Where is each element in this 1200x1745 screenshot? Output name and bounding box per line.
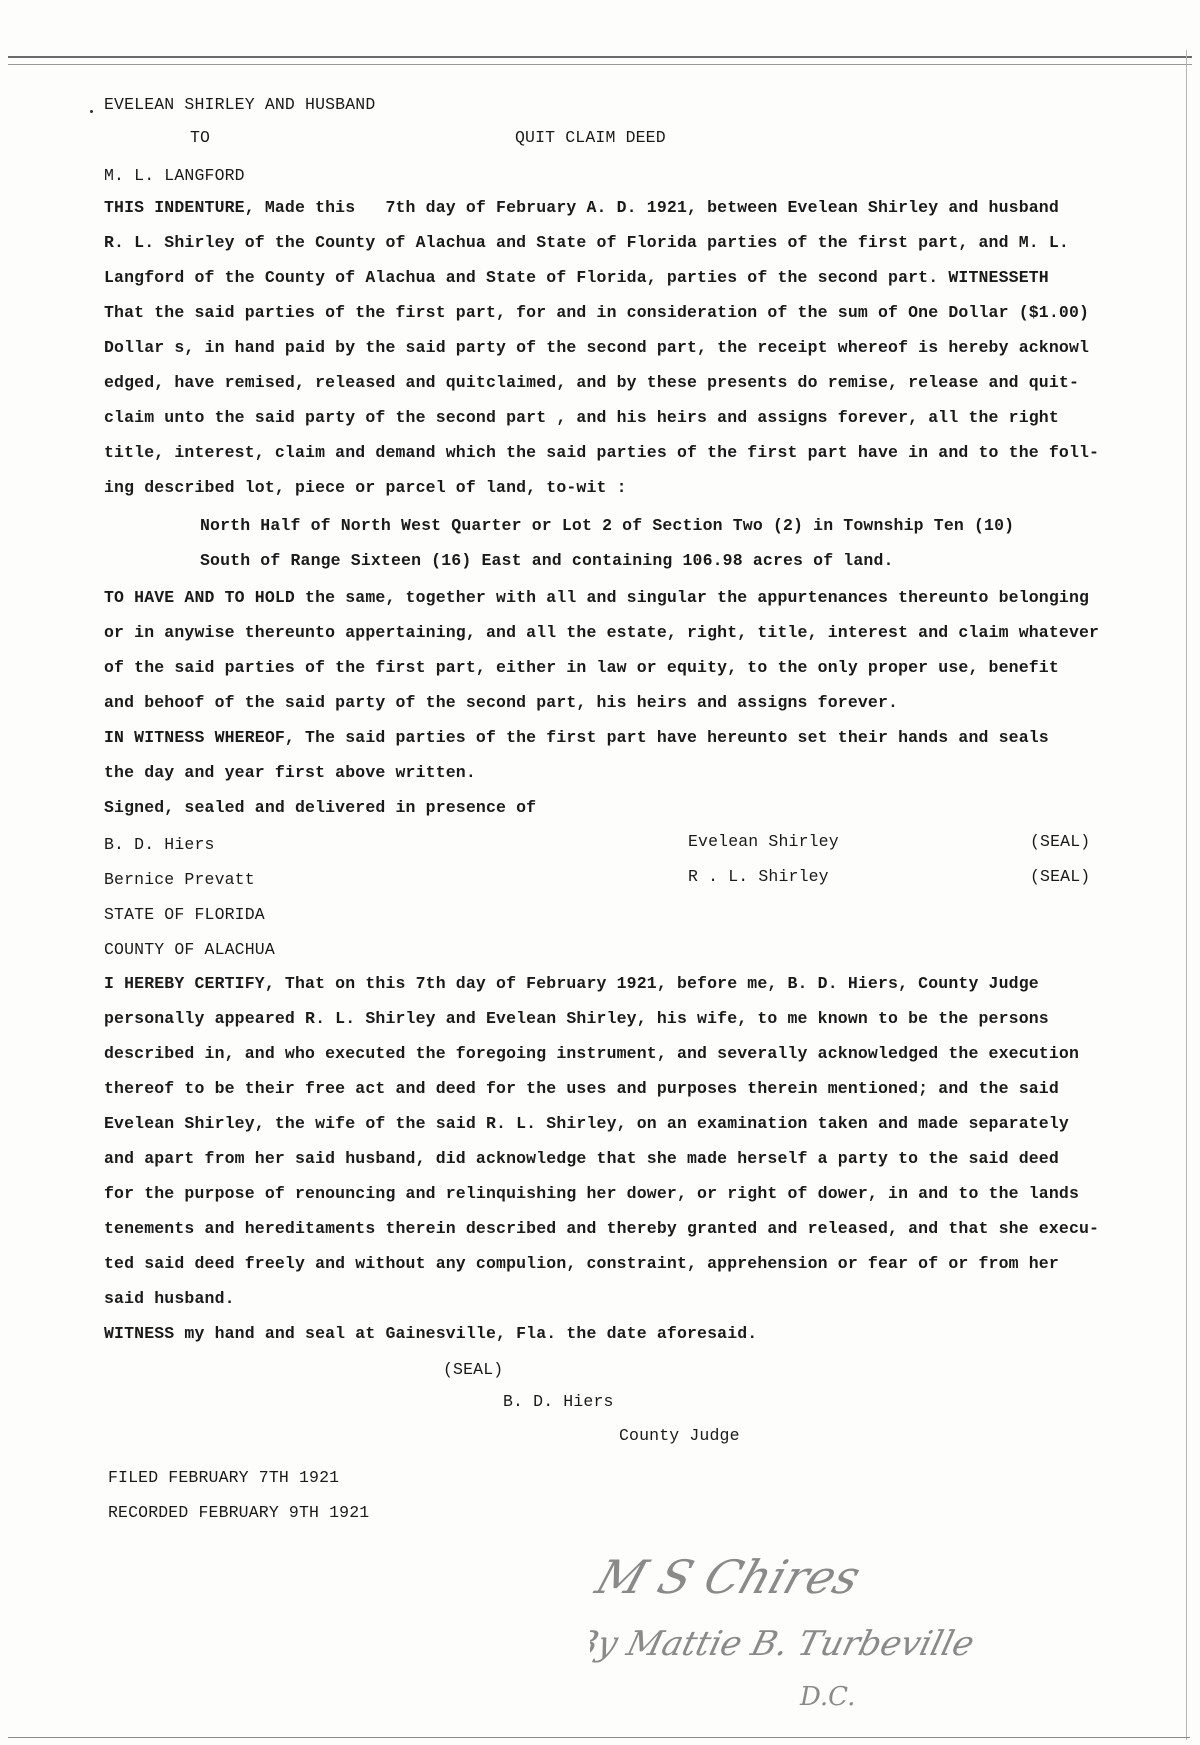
document-title: QUIT CLAIM DEED [515,128,666,147]
testimonium-line: IN WITNESS WHEREOF, The said parties of the first part have hereunto set their hands and seals [104,728,1049,747]
grantor-signature: R . L. Shirley [688,867,829,886]
to-word: TO [190,128,211,147]
judge-title: County Judge [619,1426,740,1445]
signature-line: D.C. [800,1682,856,1712]
signature-line: M S Chires [590,1551,867,1605]
party-to: M. L. LANGFORD [104,166,245,185]
certificate-line: WITNESS my hand and seal at Gainesville, Fla. the date aforesaid. [104,1324,758,1343]
body-line: title, interest, claim and demand which the said parties of the first part have in and to the foll- [104,443,1100,462]
certificate-line: thereof to be their free act and deed for the uses and purposes therein mentioned; and the said [104,1079,1059,1098]
body-line: Langford of the County of Alachua and State of Florida, parties of the second part. WITNESSETH [104,268,1049,287]
parties-from: EVELEAN SHIRLEY AND HUSBAND [104,95,376,114]
page-edge [1186,50,1187,1740]
certificate-line: for the purpose of renouncing and relinquishing her dower, or right of dower, in and to the lands [104,1184,1080,1203]
bullet-mark [90,110,93,113]
attestation-line: Signed, sealed and delivered in presence of [104,798,537,817]
body-line: That the said parties of the first part, for and in consideration of the sum of One Dollar ($1.00) [104,303,1090,322]
clerk-signature [590,1535,1010,1725]
recorded-date: RECORDED FEBRUARY 9TH 1921 [108,1503,370,1522]
witness-name: B. D. Hiers [104,835,215,854]
judge-seal: (SEAL) [443,1360,504,1379]
grantor-seal: (SEAL) [1030,867,1091,886]
certificate-line: said husband. [104,1289,235,1308]
grantor-signature: Evelean Shirley [688,832,839,851]
top-border-rule [8,56,1192,65]
habendum-line: of the said parties of the first part, either in law or equity, to the only proper use, benefit [104,658,1059,677]
certificate-line: personally appeared R. L. Shirley and Evelean Shirley, his wife, to me known to be the persons [104,1009,1049,1028]
habendum-line: TO HAVE AND TO HOLD the same, together with all and singular the appurtenances thereunto belonging [104,588,1090,607]
testimonium-line: the day and year first above written. [104,763,476,782]
body-line: claim unto the said party of the second part , and his heirs and assigns forever, all the right [104,408,1059,427]
filed-date: FILED FEBRUARY 7TH 1921 [108,1468,340,1487]
bottom-border-rule [8,1737,1190,1738]
grantor-seal: (SEAL) [1030,832,1091,851]
certificate-line: tenements and hereditaments therein described and thereby granted and released, and that she execu- [104,1219,1100,1238]
certificate-line: ted said deed freely and without any compulion, constraint, apprehension or fear of or from her [104,1254,1059,1273]
body-line: edged, have remised, released and quitclaimed, and by these presents do remise, release and quit- [104,373,1080,392]
certificate-line: and apart from her said husband, did acknowledge that she made herself a party to the said deed [104,1149,1059,1168]
venue-state: STATE OF FLORIDA [104,905,265,924]
habendum-line: or in anywise thereunto appertaining, and all the estate, right, title, interest and claim whatever [104,623,1100,642]
handwritten-signature-icon [590,1535,1010,1725]
body-line: THIS INDENTURE, Made this 7th day of February A. D. 1921, between Evelean Shirley and husband [104,198,1059,217]
habendum-line: and behoof of the said party of the second part, his heirs and assigns forever. [104,693,899,712]
certificate-line: Evelean Shirley, the wife of the said R. L. Shirley, on an examination taken and made separately [104,1114,1069,1133]
judge-name: B. D. Hiers [503,1392,614,1411]
venue-county: COUNTY OF ALACHUA [104,940,275,959]
witness-name: Bernice Prevatt [104,870,255,889]
body-line: R. L. Shirley of the County of Alachua and State of Florida parties of the first part, and M. L. [104,233,1069,252]
signature-line: By Mattie B. Turbeville [590,1624,979,1664]
land-description-line: North Half of North West Quarter or Lot 2 of Section Two (2) in Township Ten (10) [200,516,1015,535]
certificate-line: described in, and who executed the foregoing instrument, and severally acknowledged the execution [104,1044,1080,1063]
body-line: Dollar s, in hand paid by the said party of the second part, the receipt whereof is hereby acknowl [104,338,1090,357]
certificate-line: I HEREBY CERTIFY, That on this 7th day of February 1921, before me, B. D. Hiers, County Judge [104,974,1039,993]
land-description-line: South of Range Sixteen (16) East and containing 106.98 acres of land. [200,551,894,570]
body-line: ing described lot, piece or parcel of land, to-wit : [104,478,627,497]
